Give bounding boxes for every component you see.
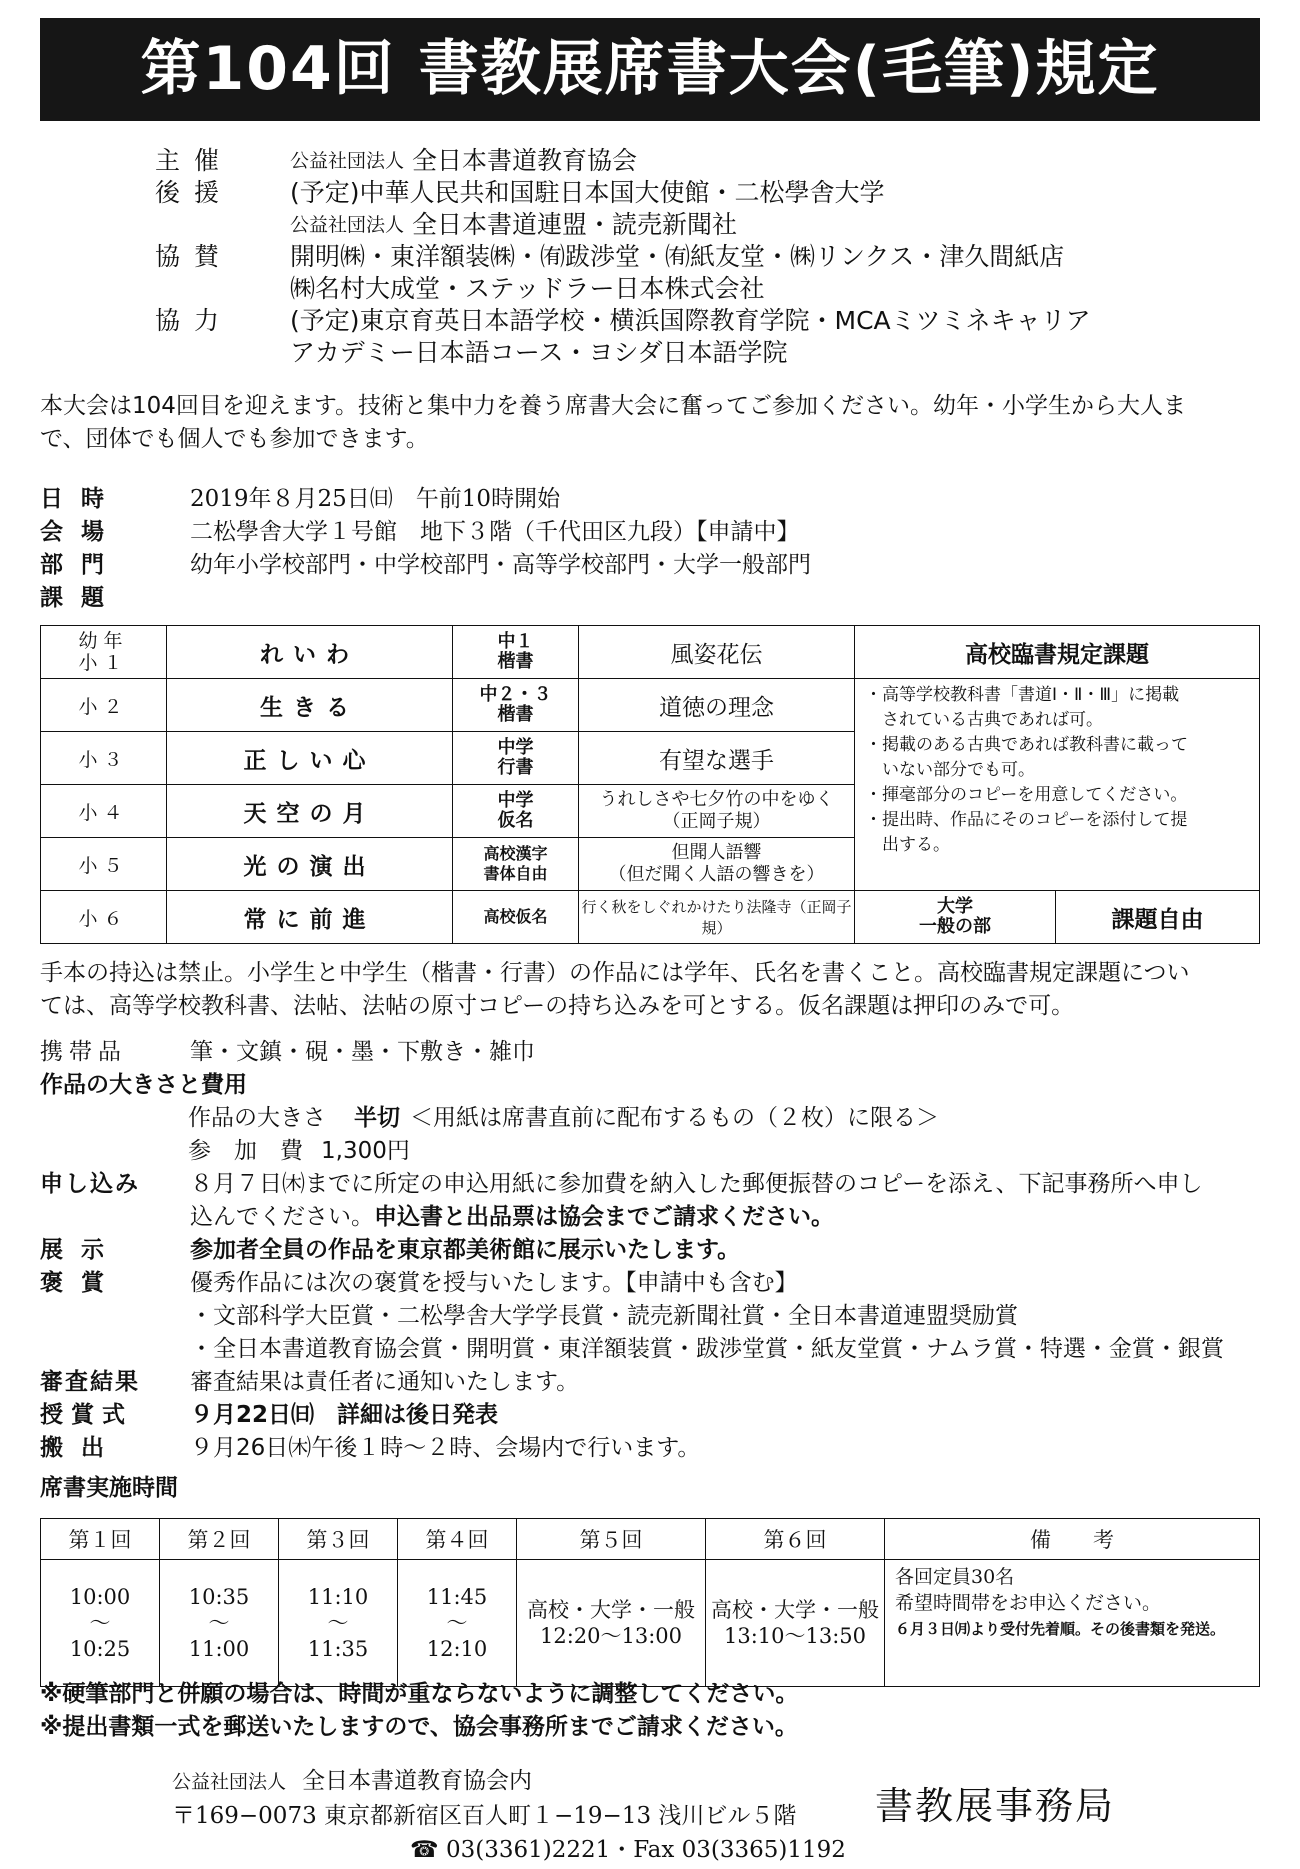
rules-text [40, 957, 1265, 1023]
schedule-table [40, 1518, 1260, 1687]
rules-line: ては、高等学校教科書、法帖、法帖の原寸コピーの持ち込みを可とする。仮名課題は押印のみで可。 [40, 993, 1075, 1019]
intro-line: で、団体でも個人でも参加できます。 [40, 426, 429, 452]
remarks-cell [885, 1560, 1260, 1687]
organizer-prefix: 公益社団法人 [290, 150, 405, 172]
note-1 [40, 1678, 798, 1710]
organizer-text: (予定)中華人民共和国駐日本国大使館・二松學舎大学 [290, 178, 885, 207]
organizer-label [155, 209, 290, 241]
footer-org [172, 1764, 846, 1799]
intro-text [40, 390, 1265, 456]
ceremony-row [40, 1399, 498, 1431]
middle-theme-cell: うれしさや七夕竹の中をゆく （正岡子規） [579, 785, 855, 838]
organizer-text: (予定)東京育英日本語学校・横浜国際教育学院・MCAミツミネキャリア [290, 306, 1091, 335]
schedule-header: 第４回 [398, 1519, 517, 1560]
univ-value-cell: 課題自由 [1056, 891, 1260, 944]
apply-row-2 [190, 1201, 834, 1233]
remark-line: ６月３日㈪より受付先着順。その後書類を発送。 [895, 1620, 1226, 1638]
hs-note-line: 出する。 [865, 835, 950, 855]
page-title: 第104回 書教展席書大会(毛筆)規定 [40, 18, 1260, 121]
theme-cell: 光の演出 [167, 838, 453, 891]
remark-line: 希望時間帯をお申込ください。 [895, 1592, 1162, 1614]
table-row [41, 679, 1260, 732]
note-text: ※硬筆部門と併願の場合は、時間が重ならないように調整してください。 [40, 1681, 799, 1707]
results-row [40, 1366, 579, 1398]
fee-row [188, 1135, 410, 1167]
organizer-row [155, 241, 1091, 273]
organizer-label: 後援 [155, 178, 234, 207]
size-row [188, 1102, 939, 1134]
time-sep: 〜 [327, 1611, 349, 1635]
awards-value: 優秀作品には次の褒賞を授与いたします。【申請中も含む】 [190, 1270, 798, 1296]
grade-cell: 小２ [41, 679, 167, 732]
organizer-row [155, 273, 1091, 305]
footer-org-prefix: 公益社団法人 [172, 1771, 287, 1793]
organizer-row [155, 305, 1091, 337]
schedule-heading-text: 席書実施時間 [40, 1475, 178, 1501]
info-division [40, 549, 811, 581]
hs-note-line: ・高等学校教科書「書道Ⅰ・Ⅱ・Ⅲ」に掲載 [865, 685, 1180, 705]
footer-phone: ☎ 03(3361)2221・Fax 03(3365)1192 [410, 1837, 846, 1863]
table-row [41, 1519, 1260, 1560]
info-value: 二松學舎大学１号館 地下３階（千代田区九段）【申請中】 [190, 519, 800, 545]
carry-items [40, 1036, 535, 1068]
size-note: ＜用紙は席書直前に配布するもの（２枚）に限る＞ [410, 1105, 939, 1131]
schedule-cell [41, 1560, 160, 1687]
organizer-label [155, 337, 290, 369]
info-value: 2019年８月25日㈰ 午前10時開始 [190, 486, 561, 512]
info-label: 部門 [40, 552, 122, 578]
carryout-label: 搬出 [40, 1435, 122, 1461]
carry-value: 筆・文鎮・硯・墨・下敷き・雑巾 [190, 1039, 535, 1065]
time-start: 10:35 [188, 1585, 250, 1609]
time-end: 11:35 [307, 1637, 369, 1661]
organizer-label: 主催 [155, 146, 234, 175]
rules-line: 手本の持込は禁止。小学生と中学生（楷書・行書）の作品には学年、氏名を書くこと。高校臨書規定課題につい [40, 960, 1190, 986]
theme-cell: 常に前進 [167, 891, 453, 944]
organizer-text: 全日本書道連盟・読売新聞社 [412, 210, 738, 239]
info-label: 会場 [40, 519, 122, 545]
note-2 [40, 1711, 798, 1743]
organizer-text: アカデミー日本語コース・ヨシダ日本語学院 [290, 338, 788, 367]
awards-line: ・全日本書道教育協会賞・開明賞・東洋額装賞・跋渉堂賞・紙友堂賞・ナムラ賞・特選・金賞・銀賞 [190, 1336, 1224, 1362]
session-group: 高校・大学・一般 [711, 1598, 879, 1622]
apply-label: 申し込み [40, 1171, 140, 1197]
hs-note-line: ・揮毫部分のコピーを用意してください。 [865, 785, 1188, 805]
middle-theme-cell: 但聞人語響 （但だ聞く人語の響きを） [579, 838, 855, 891]
hs-note-line: ・提出時、作品にそのコピーを添付して提 [865, 810, 1188, 830]
time-sep: 〜 [446, 1611, 468, 1635]
time-sep: 〜 [89, 1611, 111, 1635]
carryout-value: ９月26日㈭午後１時〜２時、会場内で行います。 [190, 1435, 701, 1461]
category-cell: 中学 行書 [453, 732, 579, 785]
time-end: 11:00 [188, 1637, 250, 1661]
time-end: 12:10 [426, 1637, 488, 1661]
size-value: 半切 [354, 1105, 400, 1131]
schedule-header: 第５回 [517, 1519, 706, 1560]
info-date [40, 483, 560, 515]
schedule-header: 第６回 [706, 1519, 885, 1560]
schedule-cell [517, 1560, 706, 1687]
grade-cell: 小３ [41, 732, 167, 785]
category-cell: 高校漢字 書体自由 [453, 838, 579, 891]
organizer-text: 全日本書道教育協会 [412, 146, 638, 175]
info-label: 課題 [40, 585, 122, 611]
apply-line: 込んでください。 [190, 1204, 374, 1230]
size-cost-heading [40, 1069, 247, 1101]
results-label: 審査結果 [40, 1369, 140, 1395]
apply-line: ８月７日㈭までに所定の申込用紙に参加費を納入した郵便振替のコピーを添え、下記事務所へ申し [190, 1171, 1203, 1197]
theme-cell: 正しい心 [167, 732, 453, 785]
info-venue [40, 516, 800, 548]
intro-line: 本大会は104回目を迎えます。技術と集中力を養う席書大会に奮ってご参加ください。幼年・小学生から大人ま [40, 393, 1187, 419]
info-label: 日時 [40, 486, 122, 512]
table-row [41, 891, 1260, 944]
awards-list-1 [190, 1300, 1018, 1332]
schedule-cell [160, 1560, 279, 1687]
time-end: 10:25 [69, 1637, 131, 1661]
grade-cell: 小６ [41, 891, 167, 944]
footer-address [172, 1764, 846, 1867]
schedule-header: 第２回 [160, 1519, 279, 1560]
size-cost-heading-text: 作品の大きさと費用 [40, 1072, 247, 1098]
footer-org-name: 全日本書道教育協会内 [302, 1768, 533, 1794]
results-value: 審査結果は責任者に通知いたします。 [190, 1369, 580, 1395]
table-row [41, 626, 1260, 679]
univ-label-cell: 大学 一般の部 [855, 891, 1056, 944]
size-label: 作品の大きさ [188, 1105, 326, 1131]
organizer-prefix: 公益社団法人 [290, 214, 405, 236]
time-start: 11:10 [307, 1585, 369, 1609]
organizer-label: 協賛 [155, 242, 234, 271]
remark-line: 各回定員30名 [895, 1566, 1015, 1588]
time-start: 11:45 [426, 1585, 488, 1609]
grade-cell: 小４ [41, 785, 167, 838]
footer-postal-address: 〒169−0073 東京都新宿区百人町１−19−13 浅川ビル５階 [172, 1803, 797, 1829]
schedule-cell [279, 1560, 398, 1687]
fee-value: 1,300円 [321, 1138, 410, 1164]
theme-cell: れいわ [167, 626, 453, 679]
time-start: 10:00 [69, 1585, 131, 1609]
organizer-row [155, 145, 1091, 177]
office-name: 書教展事務局 [875, 1784, 1116, 1828]
organizer-row [155, 177, 1091, 209]
middle-theme-cell: 道徳の理念 [579, 679, 855, 732]
ceremony-label: 授賞式 [40, 1402, 133, 1428]
time-sep: 〜 [208, 1611, 230, 1635]
exhibit-value: 参加者全員の作品を東京都美術館に展示いたします。 [190, 1237, 741, 1263]
carryout-row [40, 1432, 700, 1464]
category-cell: 中１ 楷書 [453, 626, 579, 679]
session-group: 高校・大学・一般 [527, 1598, 695, 1622]
carry-label: 携帯品 [40, 1039, 127, 1065]
awards-list-2 [190, 1333, 1224, 1365]
schedule-cell [398, 1560, 517, 1687]
exhibit-row [40, 1234, 740, 1266]
category-cell: 中２・３ 楷書 [453, 679, 579, 732]
schedule-cell [706, 1560, 885, 1687]
hs-note-line: いない部分でも可。 [865, 760, 1035, 780]
session-time: 12:20〜13:00 [539, 1624, 683, 1648]
organizer-label [155, 273, 290, 305]
organizer-text: 開明㈱・東洋額装㈱・㈲跋渉堂・㈲紙友堂・㈱リンクス・津久間紙店 [290, 242, 1065, 271]
awards-row [40, 1267, 798, 1299]
table-row [41, 1560, 1260, 1687]
theme-cell: 生きる [167, 679, 453, 732]
category-cell: 高校仮名 [453, 891, 579, 944]
middle-theme-cell: 風姿花伝 [579, 626, 855, 679]
hs-note-line: ・掲載のある古典であれば教科書に載って [865, 735, 1188, 755]
info-topic [40, 582, 190, 614]
schedule-header: 備 考 [885, 1519, 1260, 1560]
schedule-header: 第１回 [41, 1519, 160, 1560]
topics-table [40, 625, 1260, 944]
awards-label: 褒賞 [40, 1270, 122, 1296]
middle-theme-cell: 行く秋をしぐれかけたり法隆寺（正岡子規） [579, 891, 855, 944]
hs-notes-cell [855, 679, 1260, 891]
note-text: ※提出書類一式を郵送いたしますので、協会事務所までご請求ください。 [40, 1714, 798, 1740]
organizer-text: ㈱名村大成堂・ステッドラー日本株式会社 [290, 274, 765, 303]
middle-theme-cell: 有望な選手 [579, 732, 855, 785]
awards-line: ・文部科学大臣賞・二松學舎大学学長賞・読売新聞社賞・全日本書道連盟奨励賞 [190, 1303, 1018, 1329]
apply-row [40, 1168, 1202, 1200]
schedule-heading [40, 1472, 178, 1504]
apply-emphasis: 申込書と出品票は協会までご請求ください。 [374, 1204, 834, 1230]
schedule-header: 第３回 [279, 1519, 398, 1560]
fee-label: 参 加 費 [188, 1138, 303, 1164]
ceremony-value: ９月22日㈰ 詳細は後日発表 [190, 1402, 499, 1428]
session-time: 13:10〜13:50 [723, 1624, 867, 1648]
theme-cell: 天空の月 [167, 785, 453, 838]
hs-note-line: されている古典であれば可。 [865, 710, 1103, 730]
info-value: 幼年小学校部門・中学校部門・高等学校部門・大学一般部門 [190, 552, 811, 578]
organizer-row [155, 337, 1091, 369]
grade-cell: 幼年 小１ [41, 626, 167, 679]
hs-header-cell: 高校臨書規定課題 [855, 626, 1260, 679]
organizers-block [155, 145, 1091, 369]
grade-cell: 小５ [41, 838, 167, 891]
organizer-label: 協力 [155, 306, 234, 335]
organizer-row [155, 209, 1091, 241]
exhibit-label: 展示 [40, 1237, 122, 1263]
category-cell: 中学 仮名 [453, 785, 579, 838]
